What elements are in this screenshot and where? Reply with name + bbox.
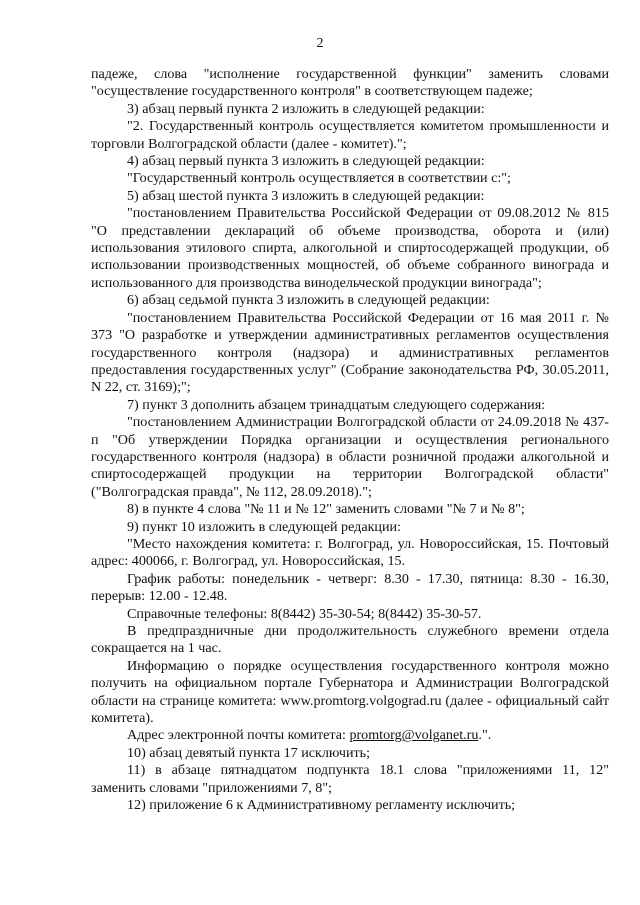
email-prefix: Адрес электронной почты комитета: [127, 727, 350, 744]
paragraph: Информацию о порядке осуществления государственного контроля можно получить на официальном портале Губернатора и Администрации Волгоградской области на странице комитета: www.promtorg.volgograd.ru (далее - официальный сайт комитета). [91, 657, 609, 727]
paragraph: "Место нахождения комитета: г. Волгоград, ул. Новороссийская, 15. Почтовый адрес: 400066, г. Волгоград, ул. Новороссийская, 15. [91, 535, 609, 570]
paragraph: 5) абзац шестой пункта 3 изложить в следующей редакции: [127, 187, 485, 204]
paragraph: 3) абзац первый пункта 2 изложить в следующей редакции: [127, 100, 485, 117]
paragraph: 12) приложение 6 к Административному регламенту исключить; [127, 797, 516, 814]
paragraph: 9) пункт 10 изложить в следующей редакции: [127, 518, 401, 535]
document-body [91, 66, 609, 814]
paragraph: "постановлением Администрации Волгоградской области от 24.09.2018 № 437-п "Об утверждении Порядка организации и осуществления регионального государственного контроля (надзора) в области розничной продажи алкогольной и спиртосодержащей продукции на территории Волгоградской области" ("Волгоградская правда", № 112, 28.09.2018)."; [91, 414, 609, 500]
email-link[interactable]: promtorg@volganet.ru [349, 727, 479, 744]
paragraph: "Государственный контроль осуществляется в соответствии с:"; [127, 170, 511, 187]
paragraph: 10) абзац девятый пункта 17 исключить; [127, 744, 371, 761]
paragraph: "постановлением Правительства Российской Федерации от 09.08.2012 № 815 "О представлении деклараций об объеме производства, оборота и (или) использования этилового спирта, алкогольной и спиртосодержащей продукции, об использовании производственных мощностей, об объеме собранного винограда и использованного для производства винодельческой продукции винограда"; [91, 205, 609, 291]
paragraph: График работы: понедельник - четверг: 8.30 - 17.30, пятница: 8.30 - 16.30, перерыв: 12.00 - 12.48. [91, 570, 609, 605]
paragraph: 8) в пункте 4 слова "№ 11 и № 12" заменить словами "№ 7 и № 8"; [127, 501, 525, 518]
paragraph: 6) абзац седьмой пункта 3 изложить в следующей редакции: [127, 292, 490, 309]
paragraph: 7) пункт 3 дополнить абзацем тринадцатым следующего содержания: [127, 396, 546, 413]
email-suffix: .". [478, 727, 492, 744]
paragraph: "2. Государственный контроль осуществляется комитетом промышленности и торговли Волгоградской области (далее - комитет)."; [91, 118, 609, 152]
paragraph: "постановлением Правительства Российской Федерации от 16 мая 2011 г. № 373 "О разработке и утверждении административных регламентов осуществления государственного контроля (надзора) и административных регламентов предоставления государственных услуг" (Собрание законодательства РФ, 30.05.2011, N 22, ст. 3169);"; [91, 309, 609, 396]
paragraph: 11) в абзаце пятнадцатом подпункта 18.1 слова "приложениями 11, 12" заменить словами "приложениями 7, 8"; [91, 762, 609, 796]
email-paragraph [91, 727, 609, 744]
paragraph: падеже, слова "исполнение государственной функции" заменить словами "осуществление государственного контроля" в соответствующем падеже; [91, 66, 609, 100]
paragraph: 4) абзац первый пункта 3 изложить в следующей редакции: [127, 153, 485, 170]
paragraph: В предпраздничные дни продолжительность служебного времени отдела сокращается на 1 час. [91, 623, 609, 657]
paragraph: Справочные телефоны: 8(8442) 35-30-54; 8(8442) 35-30-57. [127, 605, 482, 622]
page-number: 2 [316, 36, 324, 51]
